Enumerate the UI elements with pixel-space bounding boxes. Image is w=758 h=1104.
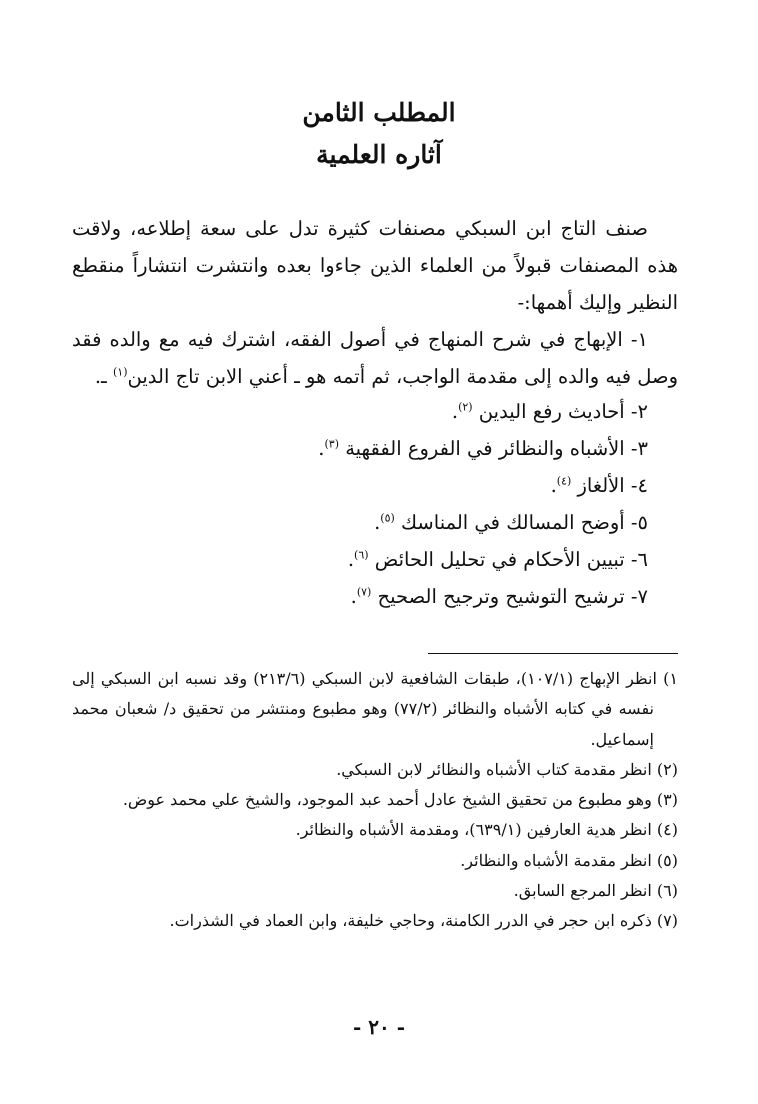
footnote-5: (٥) انظر مقدمة الأشباه والنظائر. [460, 850, 678, 870]
work-item-tail: . [347, 548, 355, 571]
footnote-3: (٣) وهو مطبوع من تحقيق الشيخ عادل أحمد عبد الموجود، والشيخ علي محمد عوض. [122, 790, 678, 810]
work-item-text: ٢- أحاديث رفع اليدين [472, 400, 648, 423]
section-subtitle: آثاره العلمية [316, 140, 442, 169]
footnote-ref[interactable]: (٤) [556, 474, 572, 488]
work-item-6 [72, 541, 648, 578]
work-item-text: ٦- تبيين الأحكام في تحليل الحائض [368, 548, 648, 571]
work-item-tail: ـ. [94, 365, 113, 388]
footnote-ref[interactable]: (٧) [356, 585, 372, 599]
work-item-5 [72, 504, 648, 541]
work-item-4 [72, 467, 648, 504]
work-item-text: ١- الإبهاج في شرح المنهاج في أصول الفقه، اشترك فيه مع والده فقد وصل فيه والده إلى مقدمة الواجب، ثم أتمه هو ـ أعني الابن تاج الدين [72, 328, 678, 388]
work-item-3 [72, 430, 648, 467]
footnote-6: (٦) انظر المرجع السابق. [513, 881, 678, 901]
footnote-ref[interactable]: (٦) [354, 548, 369, 562]
work-item-text: ٥- أوضح المسالك في المناسك [394, 511, 648, 534]
footnote-separator [428, 653, 678, 654]
work-item-1 [72, 321, 678, 395]
intro-paragraph: صنف التاج ابن السبكي مصنفات كثيرة تدل على سعة إطلاعه، ولاقت هذه المصنفات قبولاً من العلماء الذين جاءوا بعده وانتشرت انتشاراً منقطع النظير وإليك أهمها:- [72, 217, 678, 314]
work-item-tail: . [350, 585, 357, 608]
footnote-7: (٧) ذكره ابن حجر في الدرر الكامنة، وحاجي خليفة، وابن العماد في الشذرات. [169, 911, 678, 931]
work-item-text: ٧- ترشيح التوشيح وترجيح الصحيح [371, 585, 648, 608]
work-item-tail: . [318, 437, 325, 460]
work-item-tail: . [550, 474, 557, 497]
footnote-2: (٢) انظر مقدمة كتاب الأشباه والنظائر لابن السبكي. [336, 759, 678, 779]
footnotes-list [72, 664, 678, 937]
work-item-tail: . [374, 511, 381, 534]
section-title: المطلب الثامن [302, 98, 456, 127]
footnote-ref[interactable]: (٢) [458, 400, 473, 414]
work-item-text: ٣- الأشباه والنظائر في الفروع الفقهية [339, 437, 648, 460]
footnote-1: ١) انظر الإبهاج (١٠٧/١)، طبقات الشافعية لابن السبكي (٢١٣/٦) وقد نسبه ابن السبكي إلى نفسه في كتابه الأشباه والنظائر (٧٧/٢) وهو مطبوع ومنتشر من تحقيق د/ شعبان محمد إسماعيل. [72, 669, 678, 749]
footnote-ref[interactable]: (٣) [324, 437, 339, 451]
work-item-text: ٤- الألغاز [571, 474, 648, 497]
footnote-ref[interactable]: (٥) [380, 511, 395, 525]
work-item-2 [72, 393, 648, 430]
work-item-tail: . [451, 400, 459, 423]
page-number: - ٢٠ - [352, 1015, 405, 1039]
footnote-ref[interactable]: (١) [112, 365, 128, 379]
work-item-7 [72, 578, 648, 615]
footnote-4: (٤) انظر هدية العارفين (٦٣٩/١)، ومقدمة الأشباه والنظائر. [295, 820, 678, 840]
works-list [72, 393, 648, 615]
